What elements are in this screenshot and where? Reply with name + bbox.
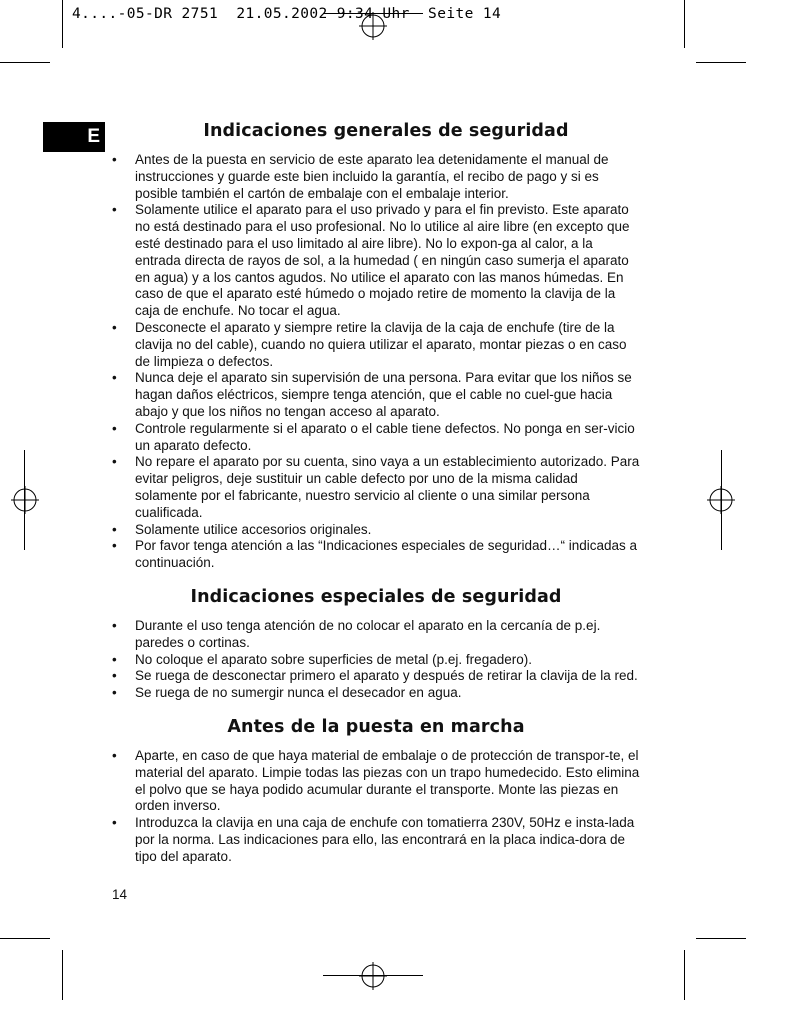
- crop-mark-top-left-h: [0, 62, 50, 63]
- section-heading-general-safety: Indicaciones generales de seguridad: [203, 121, 569, 141]
- list-item-text: Se ruega de no sumergir nunca el desecador en agua.: [135, 685, 462, 701]
- list-item: [112, 815, 640, 865]
- list-item-text: Solamente utilice accesorios originales.: [135, 521, 372, 537]
- section-heading-before-use: Antes de la puesta en marcha: [227, 716, 525, 737]
- list-item: [112, 652, 640, 669]
- list-item-text: Por favor tenga atención a las “Indicaciones especiales de seguridad…“ indicadas a continuación.: [135, 538, 638, 571]
- crop-mark-bottom-right-h: [696, 938, 746, 939]
- crop-mark-top-right-h: [696, 62, 746, 63]
- bullet-icon: •: [112, 815, 117, 831]
- list-item-text: Desconecte el aparato y siempre retire la clavija de la caja de enchufe (tire de la clavija no del cable), cuando no quiera utilizar el aparato, montar piezas o en caso de limpieza o defectos.: [135, 319, 627, 369]
- bullet-icon: •: [112, 202, 117, 218]
- page-content: [112, 118, 640, 865]
- list-item-text: Solamente utilice el aparato para el uso privado y para el fin previsto. Este aparato no está destinado para el uso profesional. No lo utilice al aire libre (en excepto que esté destinado para el uso limitado al aire libre). No lo expon-ga al calor, a la entrada directa de rayos de sol, a la humedad ( en ningún caso sumerja el aparato en agua) y a los cantos agudos. No utilice el aparato con las manos húmedas. En caso de que el aparato esté húmedo o mojado retire de momento la clavija de la caja de enchufe. No tocar el agua.: [135, 202, 630, 319]
- bullet-icon: •: [112, 521, 117, 537]
- bullet-icon: •: [112, 668, 117, 684]
- crop-mark-top-left-v: [62, 0, 63, 48]
- bullet-icon: •: [112, 617, 117, 633]
- bullet-icon: •: [112, 685, 117, 701]
- list-item-text: Introduzca la clavija en una caja de enchufe con tomatierra 230V, 50Hz e insta-lada por la norma. Las indicaciones para ello, las encontrará en la placa indica-dora de tipo del aparato.: [135, 815, 635, 864]
- list-item: [112, 202, 640, 320]
- bullet-icon: •: [112, 538, 117, 554]
- list-item: [112, 454, 640, 521]
- bullet-icon: •: [112, 420, 117, 436]
- list-item: [112, 668, 640, 685]
- list-item-text: Antes de la puesta en servicio de este aparato lea detenidamente el manual de instrucciones y guarde este bien incluido la garantía, el recibo de pago y si es posible también el cartón de embalaje con el embalaje interior.: [135, 152, 609, 201]
- list-item-text: No coloque el aparato sobre superficies de metal (p.ej. fregadero).: [135, 651, 532, 667]
- bullet-icon: •: [112, 454, 117, 470]
- list-item-text: No repare el aparato por su cuenta, sino vaya a un establecimiento autorizado. Para evitar peligros, deje sustituir un cable defecto por uno de la misma calidad solamente por el fabricante, nuestro servicio al cliente o una similar persona cualificada.: [135, 454, 640, 520]
- crop-mark-bottom-left-v: [62, 950, 63, 1000]
- general-safety-list: [112, 152, 640, 572]
- list-item-text: Nunca deje el aparato sin supervisión de una persona. Para evitar que los niños se hagan daños eléctricos, siempre tenga atención, que el cable no cuel-gue hacia abajo y que los niños no tengan acceso al aparato.: [135, 370, 632, 419]
- special-safety-list: [112, 618, 640, 702]
- bullet-icon: •: [112, 747, 117, 763]
- page-number: 14: [112, 887, 128, 902]
- list-item: [112, 421, 640, 455]
- crop-mark-bottom-right-v: [684, 950, 685, 1000]
- before-use-list: [112, 748, 640, 866]
- list-item: [112, 538, 640, 572]
- crop-mark-top-right-v: [684, 0, 685, 48]
- list-item: [112, 320, 640, 370]
- language-tab: E: [43, 122, 105, 152]
- registration-mark-right-icon: [707, 486, 735, 514]
- list-item-text: Aparte, en caso de que haya material de embalaje o de protección de transpor-te, el material del aparato. Limpie todas las piezas con un trapo humedecido. Esto elimina el polvo que se haya podido acumular durante el transporte. Monte las piezas en orden inverso.: [135, 747, 640, 814]
- list-item: [112, 748, 640, 815]
- list-item: [112, 522, 640, 539]
- list-item: [112, 152, 640, 202]
- registration-mark-bottom-icon: [359, 962, 387, 990]
- section-heading-special-safety: Indicaciones especiales de seguridad: [190, 586, 562, 607]
- registration-mark-left-icon: [11, 486, 39, 514]
- bullet-icon: •: [112, 319, 117, 335]
- list-item: [112, 618, 640, 652]
- list-item-text: Durante el uso tenga atención de no colocar el aparato en la cercanía de p.ej. paredes o cortinas.: [135, 617, 601, 650]
- bullet-icon: •: [112, 152, 117, 167]
- print-header: 4....-05-DR 2751 21.05.2002 9:34 Uhr Seite 14: [72, 6, 502, 22]
- list-item-text: Controle regularmente si el aparato o el cable tiene defectos. No ponga en ser-vicio un aparato defecto.: [135, 420, 635, 453]
- crop-mark-bottom-left-h: [0, 938, 50, 939]
- list-item: [112, 685, 640, 702]
- list-item: [112, 370, 640, 420]
- bullet-icon: •: [112, 370, 117, 386]
- bullet-icon: •: [112, 651, 117, 667]
- list-item-text: Se ruega de desconectar primero el aparato y después de retirar la clavija de la red.: [135, 668, 638, 684]
